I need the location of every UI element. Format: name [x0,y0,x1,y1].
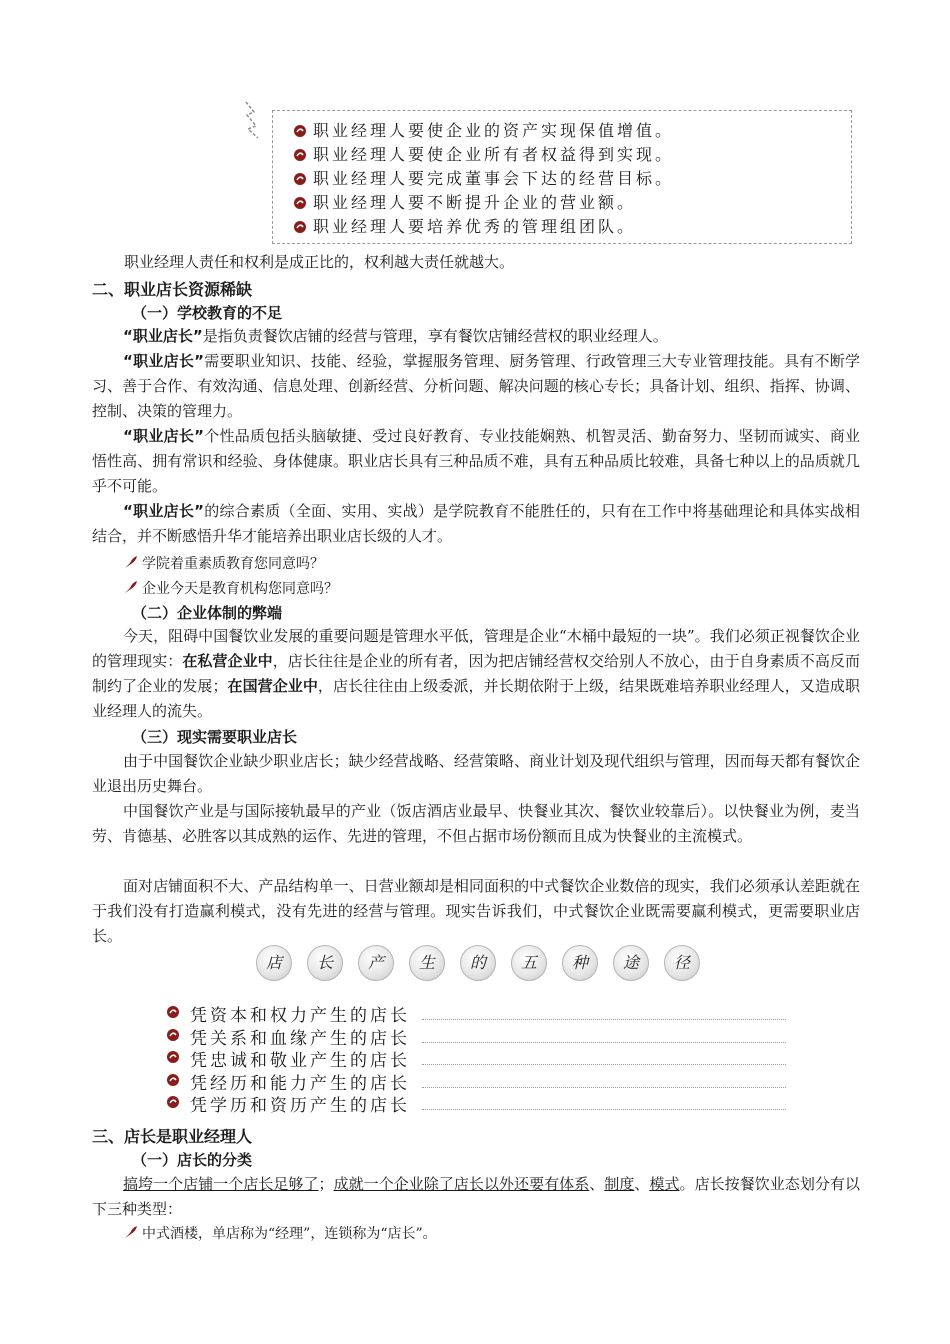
way-item: 凭资本和权力产生的店长 [166,1001,786,1024]
swirl-bullet-icon [293,172,307,186]
manager-goals-box [272,110,852,244]
swirl-bullet-icon [293,220,307,234]
term-bold: “职业店长” [123,502,204,520]
swirl-bullet-icon [293,124,307,138]
paragraph: “职业店长”的综合素质（全面、实用、实战）是学院教育不能胜任的，只有在工作中将基础理论和具体实战相结合，并不断感悟升华才能培养出职业店长级的人才。 [92,502,860,545]
underlined-phrase: 搞垮一个店铺一个店长足够了 [123,1175,319,1193]
section3-sub1-heading: （一）店长的分类 [132,1151,253,1169]
title-char-circle: 五 [511,945,547,981]
quill-pen-icon [124,580,138,594]
title-char-circle: 生 [409,945,445,981]
title-char-circle: 的 [460,945,496,981]
paragraph: 搞垮一个店铺一个店长足够了；成就一个企业除了店长以外还要有体系、制度、模式。店长按餐饮业态划分有以下三种类型： [92,1175,860,1218]
section2-heading: 二、职业店长资源稀缺 [92,280,253,299]
quill-pen-icon [124,555,138,569]
question-item: 企业今天是教育机构您同意吗？ [124,578,338,598]
underlined-phrase: 制度 [604,1175,635,1193]
goal-item: 职业经理人要完成董事会下达的经营目标。 [293,167,851,191]
term-bold: “职业店长” [123,427,204,445]
way-item: 凭忠诚和敬业产生的店长 [166,1046,786,1069]
swirl-bullet-icon [166,1005,180,1019]
paragraph: “职业店长”需要职业知识、技能、经验，掌握服务管理、厨务管理、行政管理三大专业管理技能。具有不断学习、善于合作、有效沟通、信息处理、创新经营、分析问题、解决问题的核心专长；具备计划、组织、指挥、协调、控制、决策的管理力。 [92,352,860,420]
paragraph: 今天，阻碍中国餐饮业发展的重要问题是管理水平低，管理是企业“木桶中最短的一块”。我们必须正视餐饮企业的管理现实：在私营企业中，店长往往是企业的所有者，因为把店铺经营权交给别人不放心，由于自身素质不高反而制约了企业的发展；在国营企业中，店长往往由上级委派，并长期依附于上级，结果既难培养职业经理人，又造成职业经理人的流失。 [92,627,860,720]
quill-pen-icon [124,1225,138,1239]
question-item: 学院着重素质教育您同意吗？ [124,553,324,573]
paragraph: 面对店铺面积不大、产品结构单一、日营业额却是相同面积的中式餐饮企业数倍的现实，我们必须承认差距就在于我们没有打造赢利模式，没有先进的经营与管理。现实告诉我们，中式餐饮企业既需要赢利模式，更需要职业店长。 [92,877,860,945]
title-char-circle: 产 [358,945,394,981]
type-item: 中式酒楼，单店称为“经理”，连锁称为“店长”。 [124,1223,437,1243]
paragraph: 中国餐饮产业是与国际接轨最早的产业（饭店酒店业最早、快餐业其次、餐饮业较靠后）。以快餐业为例，麦当劳、肯德基、必胜客以其成熟的运作、先进的管理，不但占据市场份额而且成为快餐业的主流模式。 [92,802,860,845]
title-char-circle: 径 [664,945,700,981]
term-bold: “职业店长” [123,327,203,345]
swirl-bullet-icon [166,1050,180,1064]
paragraph: “职业店长”个性品质包括头脑敏捷、受过良好教育、专业技能娴熟、机智灵活、勤奋努力、坚韧而诚实、商业悟性高、拥有常识和经验、身体健康。职业店长具有三种品质不难，具有五种品质比较难，具备七种以上的品质就几乎不可能。 [92,427,860,495]
goal-item: 职业经理人要不断提升企业的营业额。 [293,191,851,215]
swirl-bullet-icon [293,196,307,210]
sub1-heading: （一）学校教育的不足 [132,304,283,322]
way-item: 凭学历和资历产生的店长 [166,1091,786,1114]
section3-heading: 三、店长是职业经理人 [92,1127,253,1146]
swirl-bullet-icon [293,148,307,162]
swirl-bullet-icon [166,1073,180,1087]
swirl-bullet-icon [166,1028,180,1042]
emphasis-bold: 在国营企业中 [227,677,318,695]
paragraph: 由于中国餐饮企业缺少职业店长；缺少经营战略、经营策略、商业计划及现代组织与管理，因而每天都有餐饮企业退出历史舞台。 [92,752,860,795]
paragraph: “职业店长”是指负责餐饮店铺的经营与管理，享有餐饮店铺经营权的职业经理人。 [123,327,668,345]
goal-item: 职业经理人要使企业的资产实现保值增值。 [293,119,851,143]
responsibility-line: 职业经理人责任和权利是成正比的，权利越大责任就越大。 [124,253,515,271]
title-char-circle: 店 [256,945,292,981]
title-char-circle: 途 [613,945,649,981]
goal-item: 职业经理人要使企业所有者权益得到实现。 [293,143,851,167]
underlined-phrase: 成就一个企业除了店长以外还要有体系 [333,1175,590,1193]
title-char-circle: 种 [562,945,598,981]
title-char-circle: 长 [307,945,343,981]
underlined-phrase: 模式 [649,1175,680,1193]
sub2-heading: （二）企业体制的弊端 [132,604,283,622]
goal-item: 职业经理人要培养优秀的管理组团队。 [293,215,851,239]
sub3-heading: （三）现实需要职业店长 [132,728,298,746]
emphasis-bold: 在私营企业中 [182,652,273,670]
lightning-decoration-icon [236,100,264,140]
way-item: 凭经历和能力产生的店长 [166,1069,786,1092]
five-ways-list [166,1001,786,1114]
swirl-bullet-icon [166,1095,180,1109]
way-item: 凭关系和血缘产生的店长 [166,1024,786,1047]
term-bold: “职业店长” [123,352,204,370]
